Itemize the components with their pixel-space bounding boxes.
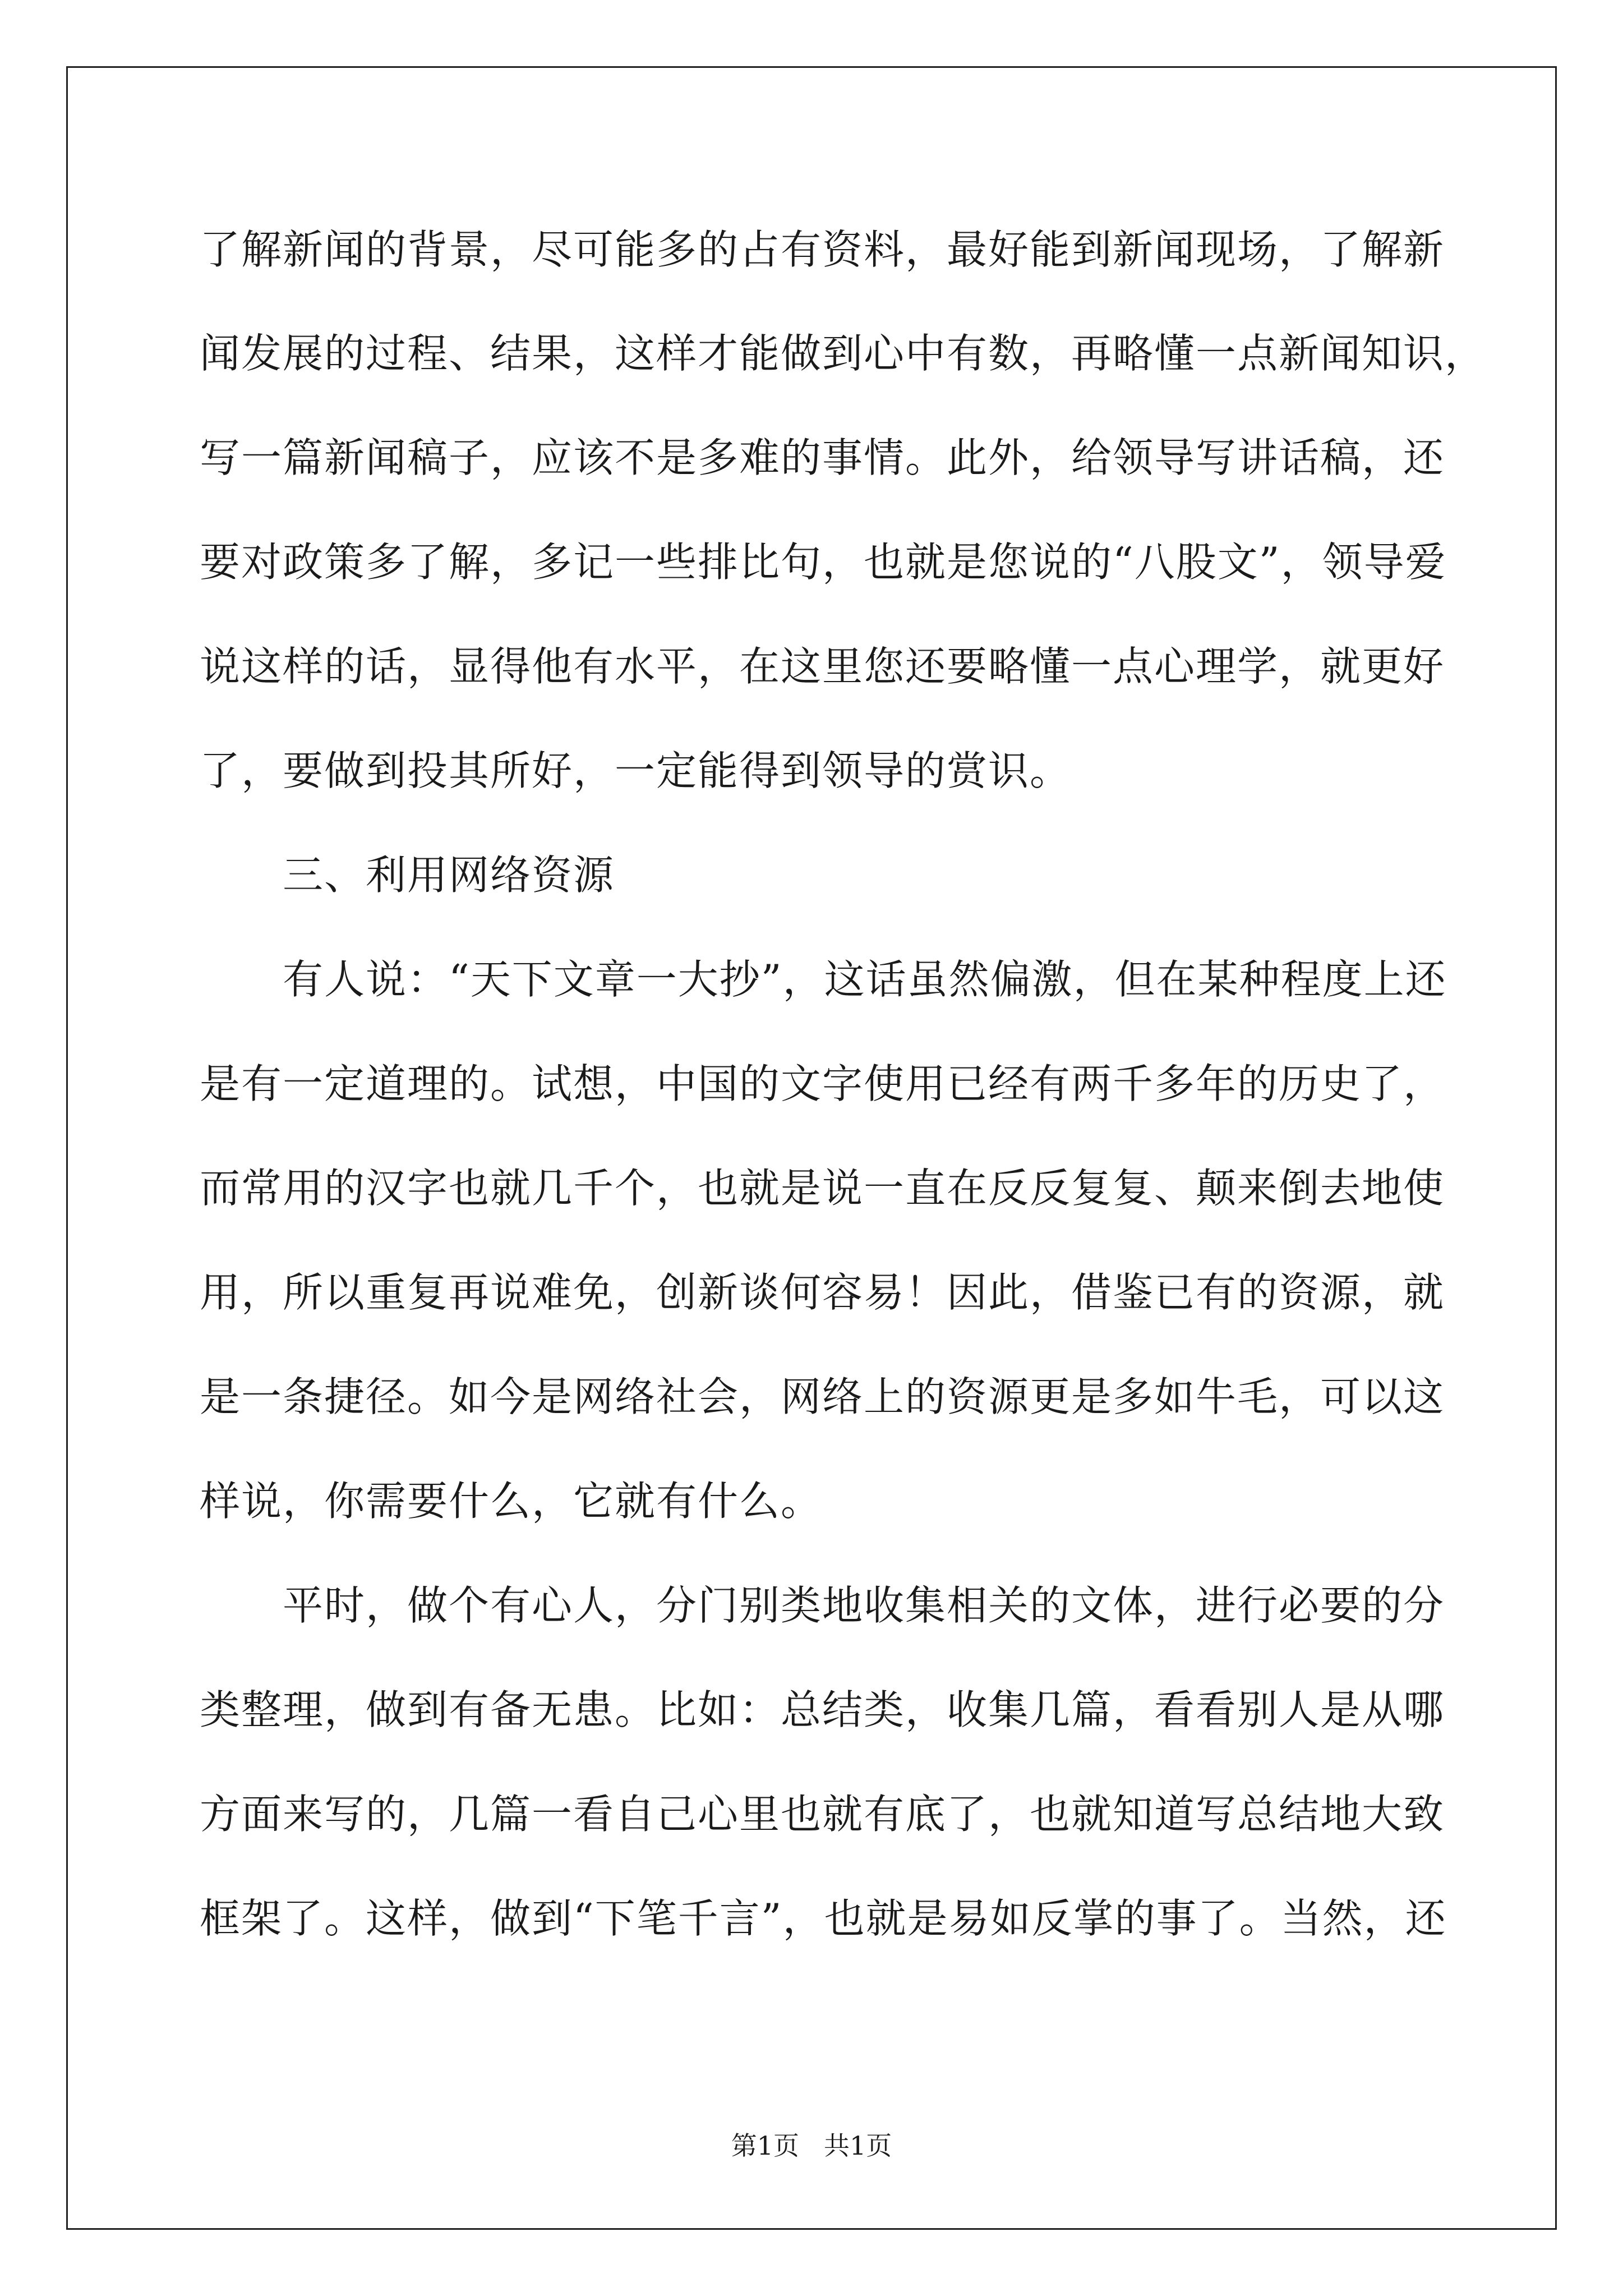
text-line: 了，要做到投其所好，一定能得到领导的赏识。 xyxy=(200,747,1072,794)
section-heading: 三、利用网络资源 xyxy=(283,852,615,899)
text-line: 了解新闻的背景，尽可能多的占有资料，最好能到新闻现场，了解新 xyxy=(200,226,1445,273)
text-line: 用，所以重复再说难免，创新谈何容易！因此，借鉴已有的资源，就 xyxy=(200,1269,1445,1316)
text-line: 闻发展的过程、结果，这样才能做到心中有数，再略懂一点新闻知识， xyxy=(200,330,1487,377)
text-line: 类整理，做到有备无患。比如：总结类，收集几篇，看看别人是从哪 xyxy=(200,1686,1445,1733)
text-line: 说这样的话，显得他有水平，在这里您还要略懂一点心理学，就更好 xyxy=(200,643,1445,690)
text-line: 是一条捷径。如今是网络社会，网络上的资源更是多如牛毛，可以这 xyxy=(200,1373,1445,1420)
text-line: 有人说：“天下文章一大抄”，这话虽然偏激，但在某种程度上还 xyxy=(283,956,1447,1003)
text-line: 方面来写的，几篇一看自己心里也就有底了，也就知道写总结地大致 xyxy=(200,1791,1445,1838)
page-number: 第1页 xyxy=(731,2131,800,2161)
page-footer xyxy=(0,2129,1623,2162)
text-line: 样说，你需要什么，它就有什么。 xyxy=(200,1478,823,1525)
text-line: 平时，做个有心人，分门别类地收集相关的文体，进行必要的分 xyxy=(283,1582,1445,1629)
text-line: 写一篇新闻稿子，应该不是多难的事情。此外，给领导写讲话稿，还 xyxy=(200,434,1445,481)
text-line: 要对政策多了解，多记一些排比句，也就是您说的“八股文”，领导爱 xyxy=(200,539,1447,586)
text-line: 而常用的汉字也就几千个，也就是说一直在反反复复、颠来倒去地使 xyxy=(200,1165,1445,1212)
text-line: 是有一定道理的。试想，中国的文字使用已经有两千多年的历史了， xyxy=(200,1060,1445,1107)
page-total: 共1页 xyxy=(823,2131,892,2161)
text-line: 框架了。这样，做到“下笔千言”，也就是易如反掌的事了。当然，还 xyxy=(200,1895,1447,1942)
